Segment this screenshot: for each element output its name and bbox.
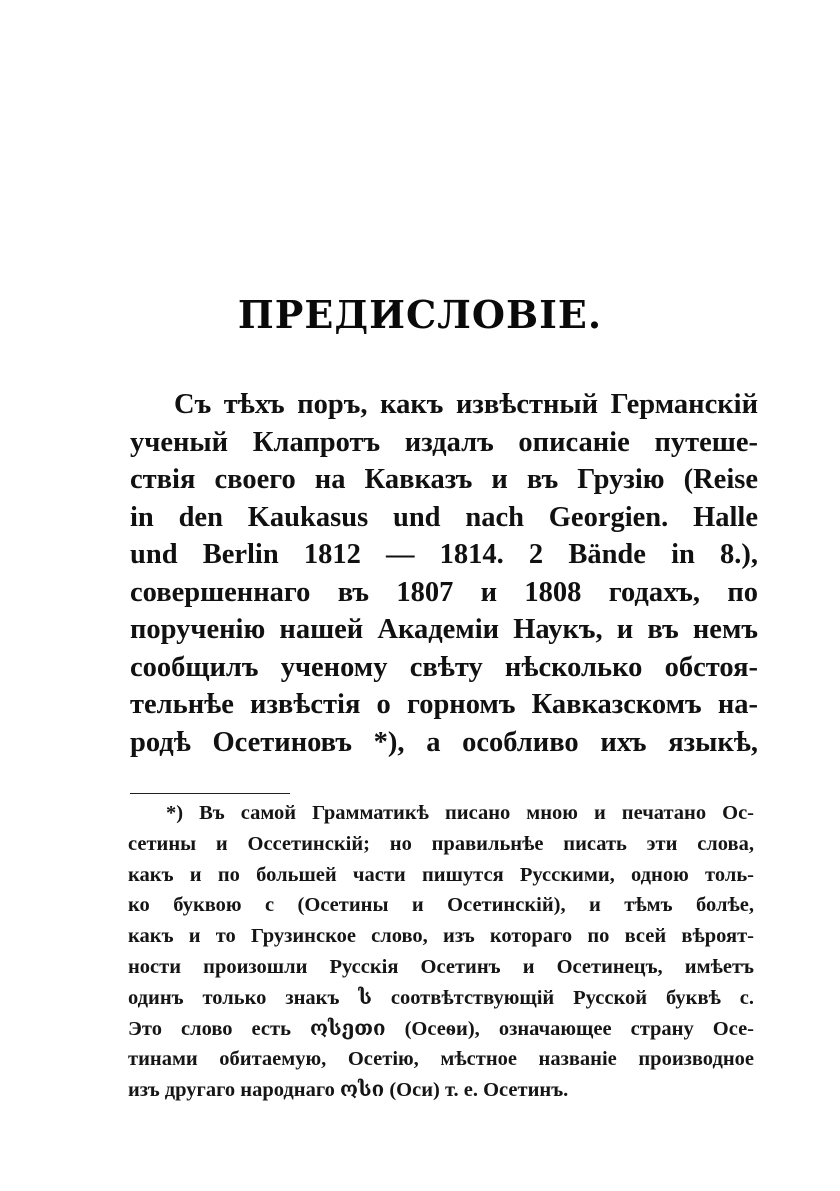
footnote-divider — [130, 793, 290, 794]
text-line: порученію нашей Академіи Наукъ, и въ немъ — [130, 614, 758, 645]
footnote-line: одинъ только знакъ ს соотвѣтствующій Русской буквѣ с. — [128, 986, 754, 1009]
text-line: ствія своего на Кавказъ и въ Грузію (Reise — [130, 464, 758, 495]
text-line: родѣ Осетиновъ *), а особливо ихъ языкѣ, — [130, 726, 758, 758]
footnote-line: ко буквою с (Осетины и Осетинскій), и тѣмъ болѣе, — [128, 894, 754, 917]
page-title: ПРЕДИСЛОВІЕ. — [237, 292, 603, 337]
footnote-line: сетины и Оссетинскій; но правильнѣе писать эти слова, — [128, 832, 754, 855]
text-line: in den Kaukasus und nach Georgien. Halle — [130, 501, 758, 533]
footnote-line: ности произошли Русскія Осетинъ и Осетинецъ, имѣетъ — [128, 955, 754, 978]
text-line: ученый Клапротъ издалъ описаніе путеше- — [130, 426, 758, 458]
main-text — [130, 386, 758, 761]
footnote-line: тинами обитаемую, Осетію, мѣстное названіе производное — [128, 1048, 754, 1071]
text-line: Съ тѣхъ поръ, какъ извѣстный Германскій — [174, 389, 758, 420]
footnote-line: изъ другаго народнаго ოსი (Оси) т. е. Осетинъ. — [128, 1079, 569, 1102]
footnote-line: какъ и то Грузинское слово, изъ котораго по всей вѣроят- — [128, 925, 754, 948]
text-line: совершеннаго въ 1807 и 1808 годахъ, по — [130, 576, 758, 608]
footnote-line: *) Въ самой Грамматикѣ писано мною и печатано Ос- — [166, 802, 754, 824]
text-line: und Berlin 1812 — 1814. 2 Bände in 8.), — [130, 539, 758, 570]
text-line: сообщилъ ученому свѣту нѣсколько обстоя- — [130, 651, 758, 683]
footnote-line: Это слово есть ოსეთი (Осеѳи), означающее страну Осе- — [128, 1017, 754, 1040]
footnote — [128, 798, 754, 1106]
footnote-line: какъ и по большей части пишутся Русскими, одною толь- — [128, 863, 754, 886]
text-line: тельнѣе извѣстія о горномъ Кавказскомъ на- — [130, 689, 758, 720]
